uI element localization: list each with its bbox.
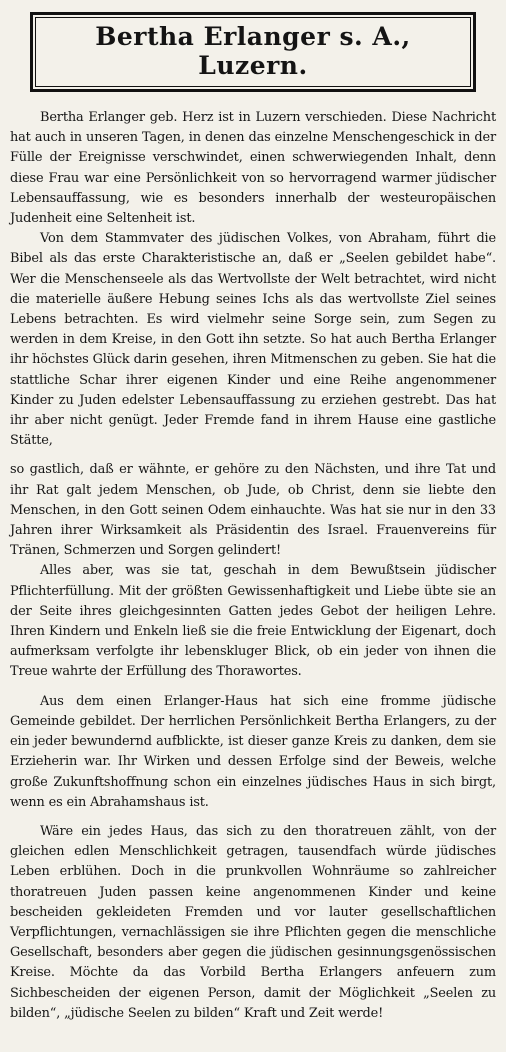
article-title: Bertha Erlanger s. A., Luzern.	[95, 22, 411, 80]
paragraph-gap	[10, 683, 496, 692]
title-frame	[30, 12, 476, 92]
paragraph-gap	[10, 813, 496, 822]
paragraph-gap	[10, 451, 496, 460]
paragraph-5: Aus dem einen Erlanger-Haus hat sich eine fromme jüdische Gemeinde gebildet. Der herrlichen Persönlichkeit Bertha Erlangers, zu der ein jeder bewundernd aufblickte, ist dieser ganze Kreis zu danken, dem sie Erzieherin war. Ihr Wirken und dessen Erfolge sind der Beweis, welche große Zukunftshoffnung schon ein einzelnes jüdisches Haus in sich birgt, wenn es ein Abrahamshaus ist.	[10, 693, 496, 810]
title-frame-inner	[35, 17, 471, 87]
paragraph-4: Alles aber, was sie tat, geschah in dem Bewußtsein jüdischer Pflichterfüllung. Mit der größten Gewissenhaftigkeit und Liebe übte sie an der Seite ihres gleichgesinnten Gatten jedes Gebot der heiligen Lehre. Ihren Kindern und Enkeln ließ sie die freie Entwicklung der Eigenart, doch aufmerksam verfolgte ihr lebenskluger Blick, ob ein jeder von ihnen die Treue wahrte der Erfüllung des Thorawortes.	[10, 563, 496, 680]
paragraph-3: so gastlich, daß er wähnte, er gehöre zu den Nächsten, und ihre Tat und ihr Rat galt jedem Menschen, ob Jude, ob Christ, denn sie liebte den Menschen, in den Gott seinen Odem einhauchte. Was hat sie nur in den 33 Jahren ihrer Wirksamkeit als Präsidentin des Israel. Frauenvereins für Tränen, Schmerzen und Sorgen gelindert!	[10, 462, 496, 559]
paragraph-6: Wäre ein jedes Haus, das sich zu den thoratreuen zählt, von der gleichen edlen Menschlichkeit getragen, tausendfach würde jüdisches Leben erblühen. Doch in die prunkvollen Wohnräume so zahlreicher thoratreuen Juden passen keine angenommenen Kinder und keine bescheiden gekleideten Fremden und vor lauter gesellschaftlichen Verpflichtungen, vernachlässigen sie ihre Pflichten gegen die menschliche Gesellschaft, besonders aber gegen die jüdischen gesinnungsgenössischen Kreise. Möchte da das Vorbild Bertha Erlangers anfeuern zum Sichbescheiden der eigenen Person, damit der Möglichkeit „Seelen zu bilden“, „jüdische Seelen zu bilden“ Kraft und Zeit werde!	[10, 823, 496, 1021]
paragraph-2: Von dem Stammvater des jüdischen Volkes, von Abraham, führt die Bibel als das erste Charakteristische an, daß er „Seelen gebildet habe“. Wer die Menschenseele als das Wertvollste der Welt betrachtet, wird nicht die materielle äußere Hebung seines Ichs als das wertvollste Ziel seines Lebens betrachten. Es wird vielmehr seine Sorge sein, zum Segen zu werden in dem Kreise, in den Gott ihn setzte. So hat auch Bertha Erlanger ihr höchstes Glück darin gesehen, ihren Mitmenschen zu geben. Sie hat die stattliche Schar ihrer eigenen Kinder und eine Reihe angenommener Kinder zu Juden edelster Lebensauffassung zu erziehen gestrebt. Das hat ihr aber nicht genügt. Jeder Fremde fand in ihrem Hause eine gastliche Stätte,	[10, 231, 496, 449]
article-body	[10, 108, 496, 1024]
paragraph-1: Bertha Erlanger geb. Herz ist in Luzern verschieden. Diese Nachricht hat auch in unseren Tagen, in denen das einzelne Menschengeschick in der Fülle der Ereignisse verschwindet, einen schwerwiegenden Inhalt, denn diese Frau war eine Persönlichkeit von so hervorragend warmer jüdischer Lebensauffassung, wie es besonders innerhalb der westeuropäischen Judenheit eine Seltenheit ist.	[10, 110, 496, 227]
